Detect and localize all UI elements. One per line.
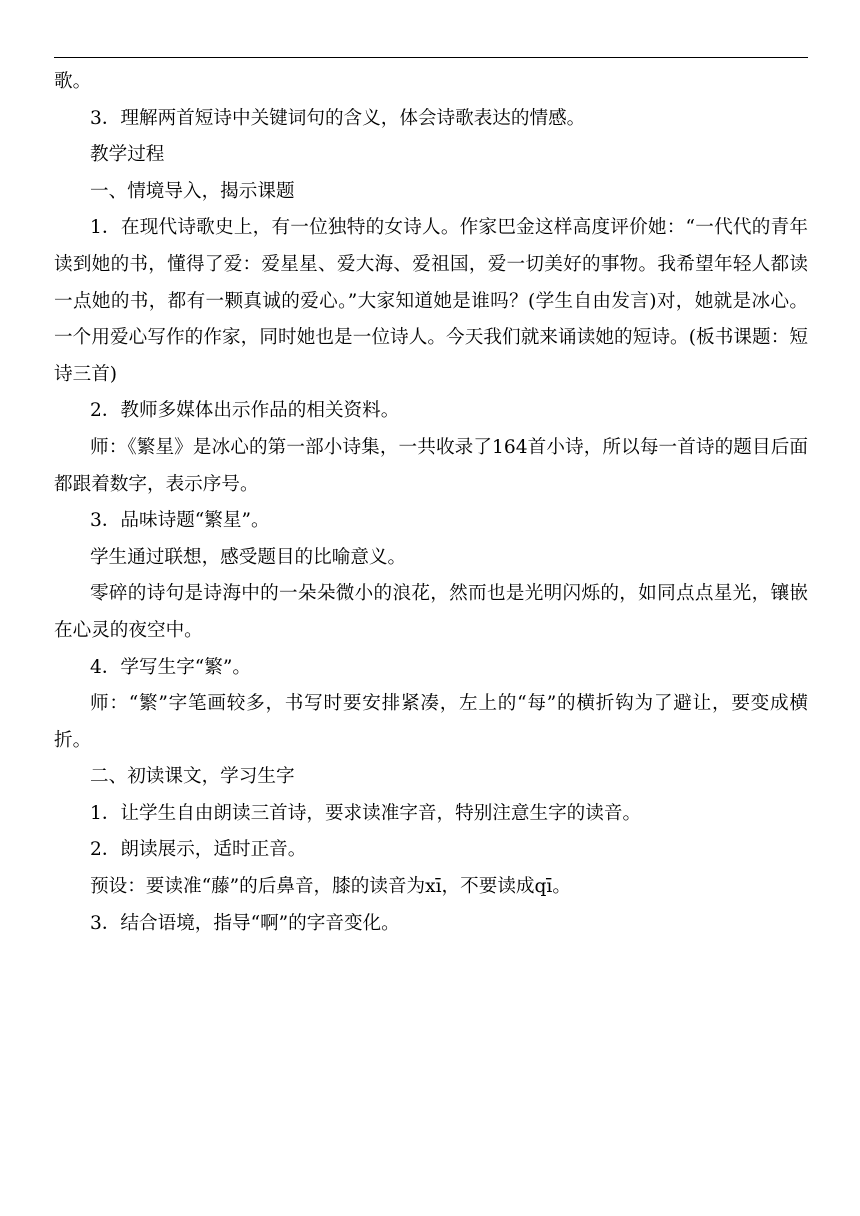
paragraph: 歌。 <box>54 71 92 92</box>
section-heading: 教学过程 <box>90 144 165 166</box>
paragraph: 4．学写生字“繁”。 <box>90 656 251 678</box>
section-heading: 二、初读课文，学习生字 <box>90 766 295 788</box>
header-rule <box>54 57 808 58</box>
paragraph: 零碎的诗句是诗海中的一朵朵微小的浪花，然而也是光明闪烁的，如同点点星光，镶嵌在心灵的夜空中。 <box>54 583 808 641</box>
paragraph: 3．结合语境，指导“啊”的字音变化。 <box>90 912 400 934</box>
paragraph: 1．在现代诗歌史上，有一位独特的女诗人。作家巴金这样高度评价她：“一代代的青年读到她的书，懂得了爱：爱星星、爱大海、爱祖国，爱一切美好的事物。我希望年轻人都读一点她的书，都有一颗真诚的爱心。”大家知道她是谁吗？(学生自由发言)对，她就是冰心。一个用爱心写作的作家，同时她也是一位诗人。今天我们就来诵读她的短诗。(板书课题：短诗三首) <box>54 217 808 385</box>
paragraph: 2．朗读展示，适时正音。 <box>90 839 307 861</box>
paragraph: 3．品味诗题“繁星”。 <box>90 510 270 532</box>
section-heading: 一、情境导入，揭示课题 <box>90 180 295 202</box>
paragraph: 师：“繁”字笔画较多，书写时要安排紧凑，左上的“每”的横折钩为了避让，要变成横折。 <box>54 693 808 751</box>
paragraph: 3．理解两首短诗中关键词句的含义，体会诗歌表达的情感。 <box>90 107 586 129</box>
document-body <box>54 64 808 942</box>
paragraph: 学生通过联想，感受题目的比喻意义。 <box>90 546 407 568</box>
paragraph: 师：《繁星》是冰心的第一部小诗集，一共收录了164首小诗，所以每一首诗的题目后面都跟着数字，表示序号。 <box>54 436 808 495</box>
paragraph: 预设：要读准“藤”的后鼻音，膝的读音为xī，不要读成qī。 <box>90 876 571 898</box>
paragraph: 1．让学生自由朗读三首诗，要求读准字音，特别注意生字的读音。 <box>90 802 642 824</box>
paragraph: 2．教师多媒体出示作品的相关资料。 <box>90 400 400 422</box>
